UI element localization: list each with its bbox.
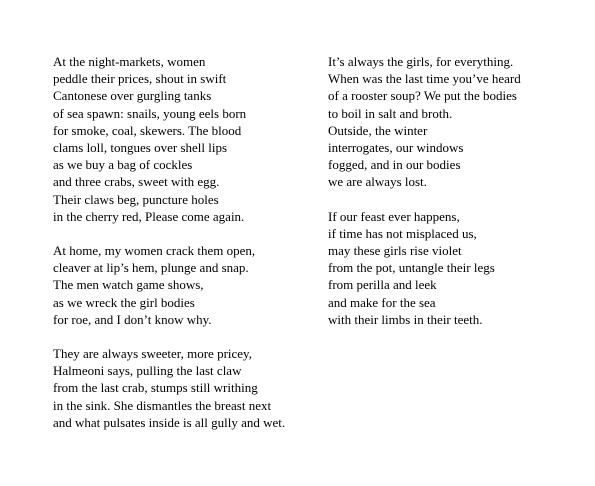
poem-line: interrogates, our windows	[328, 140, 464, 156]
poem-line: When was the last time you’ve heard	[328, 71, 521, 87]
poem-line: At the night-markets, women	[53, 54, 206, 69]
poem-line: may these girls rise violet	[328, 243, 462, 259]
poem-line: to boil in salt and broth.	[328, 105, 453, 121]
stanza	[53, 53, 318, 225]
poem-column-right	[328, 53, 588, 345]
poem-line: as we buy a bag of cockles	[53, 157, 193, 173]
poem-line: with their limbs in their teeth.	[328, 311, 483, 327]
poem-line: of sea spawn: snails, young eels born	[53, 105, 247, 121]
poem-line: and what pulsates inside is all gully and wet.	[53, 414, 286, 430]
poem-line: and three crabs, sweet with egg.	[53, 174, 220, 190]
poem-line: as we wreck the girl bodies	[53, 294, 195, 310]
poem-line: They are always sweeter, more pricey,	[53, 346, 252, 362]
poem-line: for smoke, coal, skewers. The blood	[53, 122, 242, 138]
poem-line: of a rooster soup? We put the bodies	[328, 88, 517, 104]
poem-line: Cantonese over gurgling tanks	[53, 88, 212, 104]
poem-line: Their claws beg, puncture holes	[53, 191, 219, 207]
poem-line: from the pot, untangle their legs	[328, 260, 495, 276]
poem-line: At home, my women crack them open,	[53, 243, 256, 259]
poem-line: cleaver at lip’s hem, plunge and snap.	[53, 260, 249, 276]
poem-line: Outside, the winter	[328, 122, 428, 138]
poem-line: Halmeoni says, pulling the last claw	[53, 363, 242, 379]
stanza	[53, 242, 318, 328]
poem-line: The men watch game shows,	[53, 277, 204, 293]
stanza	[328, 53, 588, 191]
poem-line: if time has not misplaced us,	[328, 225, 477, 241]
poem-line: clams loll, tongues over shell lips	[53, 140, 228, 156]
stanza	[53, 345, 318, 431]
poem-line: in the sink. She dismantles the breast next	[53, 397, 272, 413]
poem-line: peddle their prices, shout in swift	[53, 71, 227, 87]
poem-line: from perilla and leek	[328, 277, 437, 293]
stanza	[328, 208, 588, 328]
poem-line: for roe, and I don’t know why.	[53, 311, 212, 327]
poem-line: It’s always the girls, for everything.	[328, 54, 514, 69]
poem-line: If our feast ever happens,	[328, 208, 460, 224]
poem-line: in the cherry red, Please come again.	[53, 208, 245, 224]
poem-line: and make for the sea	[328, 294, 436, 310]
poem-line: fogged, and in our bodies	[328, 157, 461, 173]
poem-line: we are always lost.	[328, 174, 427, 190]
poem-column-left	[53, 53, 318, 448]
poem-line: from the last crab, stumps still writhing	[53, 380, 258, 396]
